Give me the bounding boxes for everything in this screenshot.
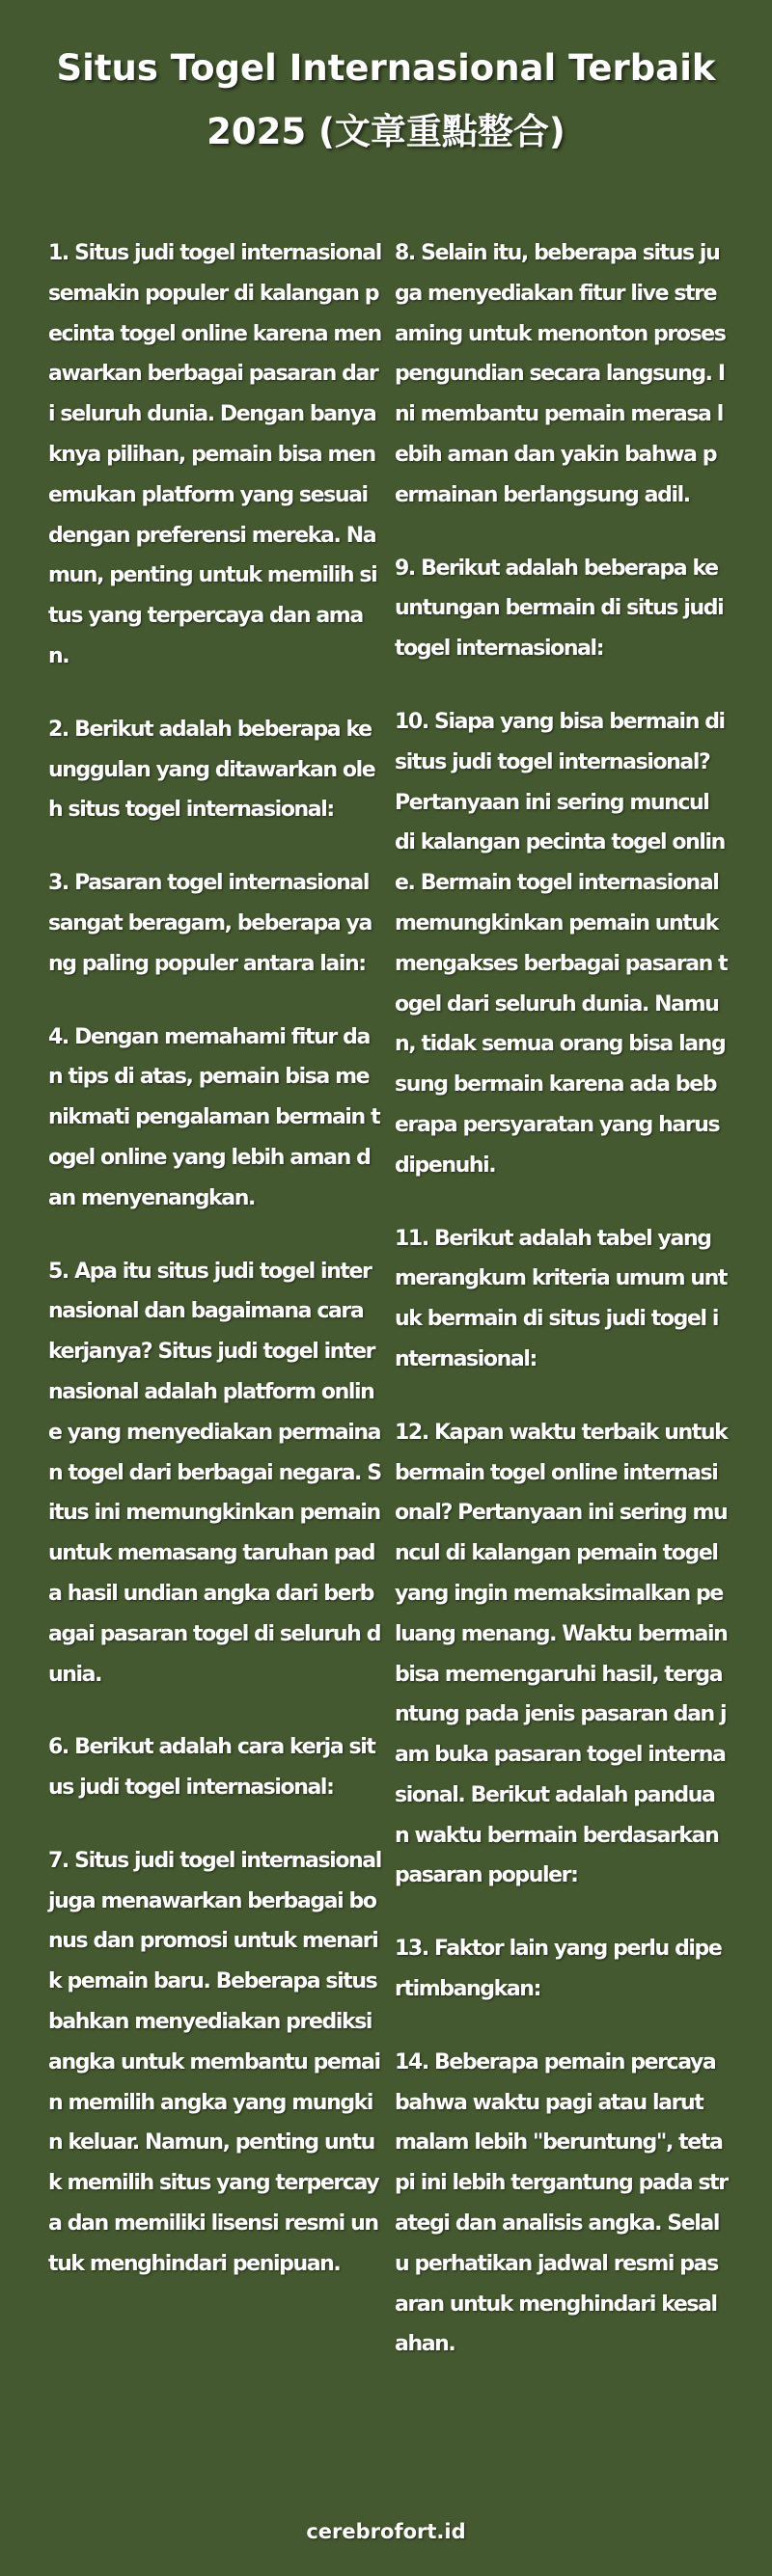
paragraph-2: 2. Berikut adalah beberapa keunggulan yang ditawarkan oleh situs togel internasional: (48, 717, 375, 823)
paragraph-8: 8. Selain itu, beberapa situs juga menyediakan fitur live streaming untuk menonton proses pengundian secara langsung. Ini membantu pemain merasa lebih aman dan yakin bahwa permainan berlangsung adil. (395, 241, 726, 507)
paragraph-7: 7. Situs judi togel internasional juga menawarkan berbagai bonus dan promosi untuk menarik pemain baru. Beberapa situs bahkan menyediakan prediksi angka untuk membantu pemain memilih angka yang mungkin keluar. Namun, penting untuk memilih situs yang terpercaya dan memiliki lisensi resmi untuk menghindari penipuan. (48, 1848, 381, 2276)
paragraph-6: 6. Berikut adalah cara kerja situs judi togel internasional: (48, 1735, 375, 1801)
left-column (48, 233, 381, 2318)
paragraph-4: 4. Dengan memahami fitur dan tips di atas, pemain bisa menikmati pengalaman bermain togel online yang lebih aman dan menyenangkan. (48, 1024, 380, 1210)
paragraph-11: 11. Berikut adalah tabel yang merangkum kriteria umum untuk bermain di situs judi togel internasional: (395, 1226, 728, 1371)
paragraph-1: 1. Situs judi togel internasional semakin populer di kalangan pecinta togel online karena menawarkan berbagai pasaran dari seluruh dunia. Dengan banyaknya pilihan, pemain bisa menemukan platform yang sesuai dengan preferensi mereka. Namun, penting untuk memilih situs yang terpercaya dan aman. (48, 241, 381, 668)
paragraph-5: 5. Apa itu situs judi togel internasional dan bagaimana cara kerjanya? Situs judi togel internasional adalah platform online yang menyediakan permainan togel dari berbagai negara. Situs ini memungkinkan pemain untuk memasang taruhan pada hasil undian angka dari berbagai pasaran togel di seluruh dunia. (48, 1259, 381, 1687)
right-column (395, 233, 728, 2398)
paragraph-9: 9. Berikut adalah beberapa keuntungan bermain di situs judi togel internasional: (395, 556, 724, 662)
paragraph-10: 10. Siapa yang bisa bermain di situs judi togel internasional? Pertanyaan ini sering muncul di kalangan pecinta togel online. Bermain togel internasional memungkinkan pemain untuk mengakses berbagai pasaran togel dari seluruh dunia. Namun, tidak semua orang bisa langsung bermain karena ada beberapa persyaratan yang harus dipenuhi. (395, 709, 728, 1178)
paragraph-13: 13. Faktor lain yang perlu dipertimbangkan: (395, 1937, 722, 2002)
page-title: Situs Togel Internasional Terbaik 2025 (文章重點整合) (56, 47, 716, 152)
paragraph-14: 14. Beberapa pemain percaya bahwa waktu pagi atau larut malam lebih "beruntung", tetapi ini lebih tergantung pada strategi dan analisis angka. Selalu perhatikan jadwal resmi pasaran untuk menghindari kesalahan. (395, 2049, 728, 2357)
site-footer-domain: cerebrofort.id (306, 2520, 466, 2543)
paragraph-3: 3. Pasaran togel internasional sangat beragam, beberapa yang paling populer antara lain: (48, 871, 372, 976)
paragraph-12: 12. Kapan waktu terbaik untuk bermain togel online internasional? Pertanyaan ini sering muncul di kalangan pemain togel yang ingin memaksimalkan peluang menang. Waktu bermain bisa memengaruhi hasil, tergantung pada jenis pasaran dan jam buka pasaran togel internasional. Berikut adalah panduan waktu bermain berdasarkan pasaran populer: (395, 1420, 728, 1888)
